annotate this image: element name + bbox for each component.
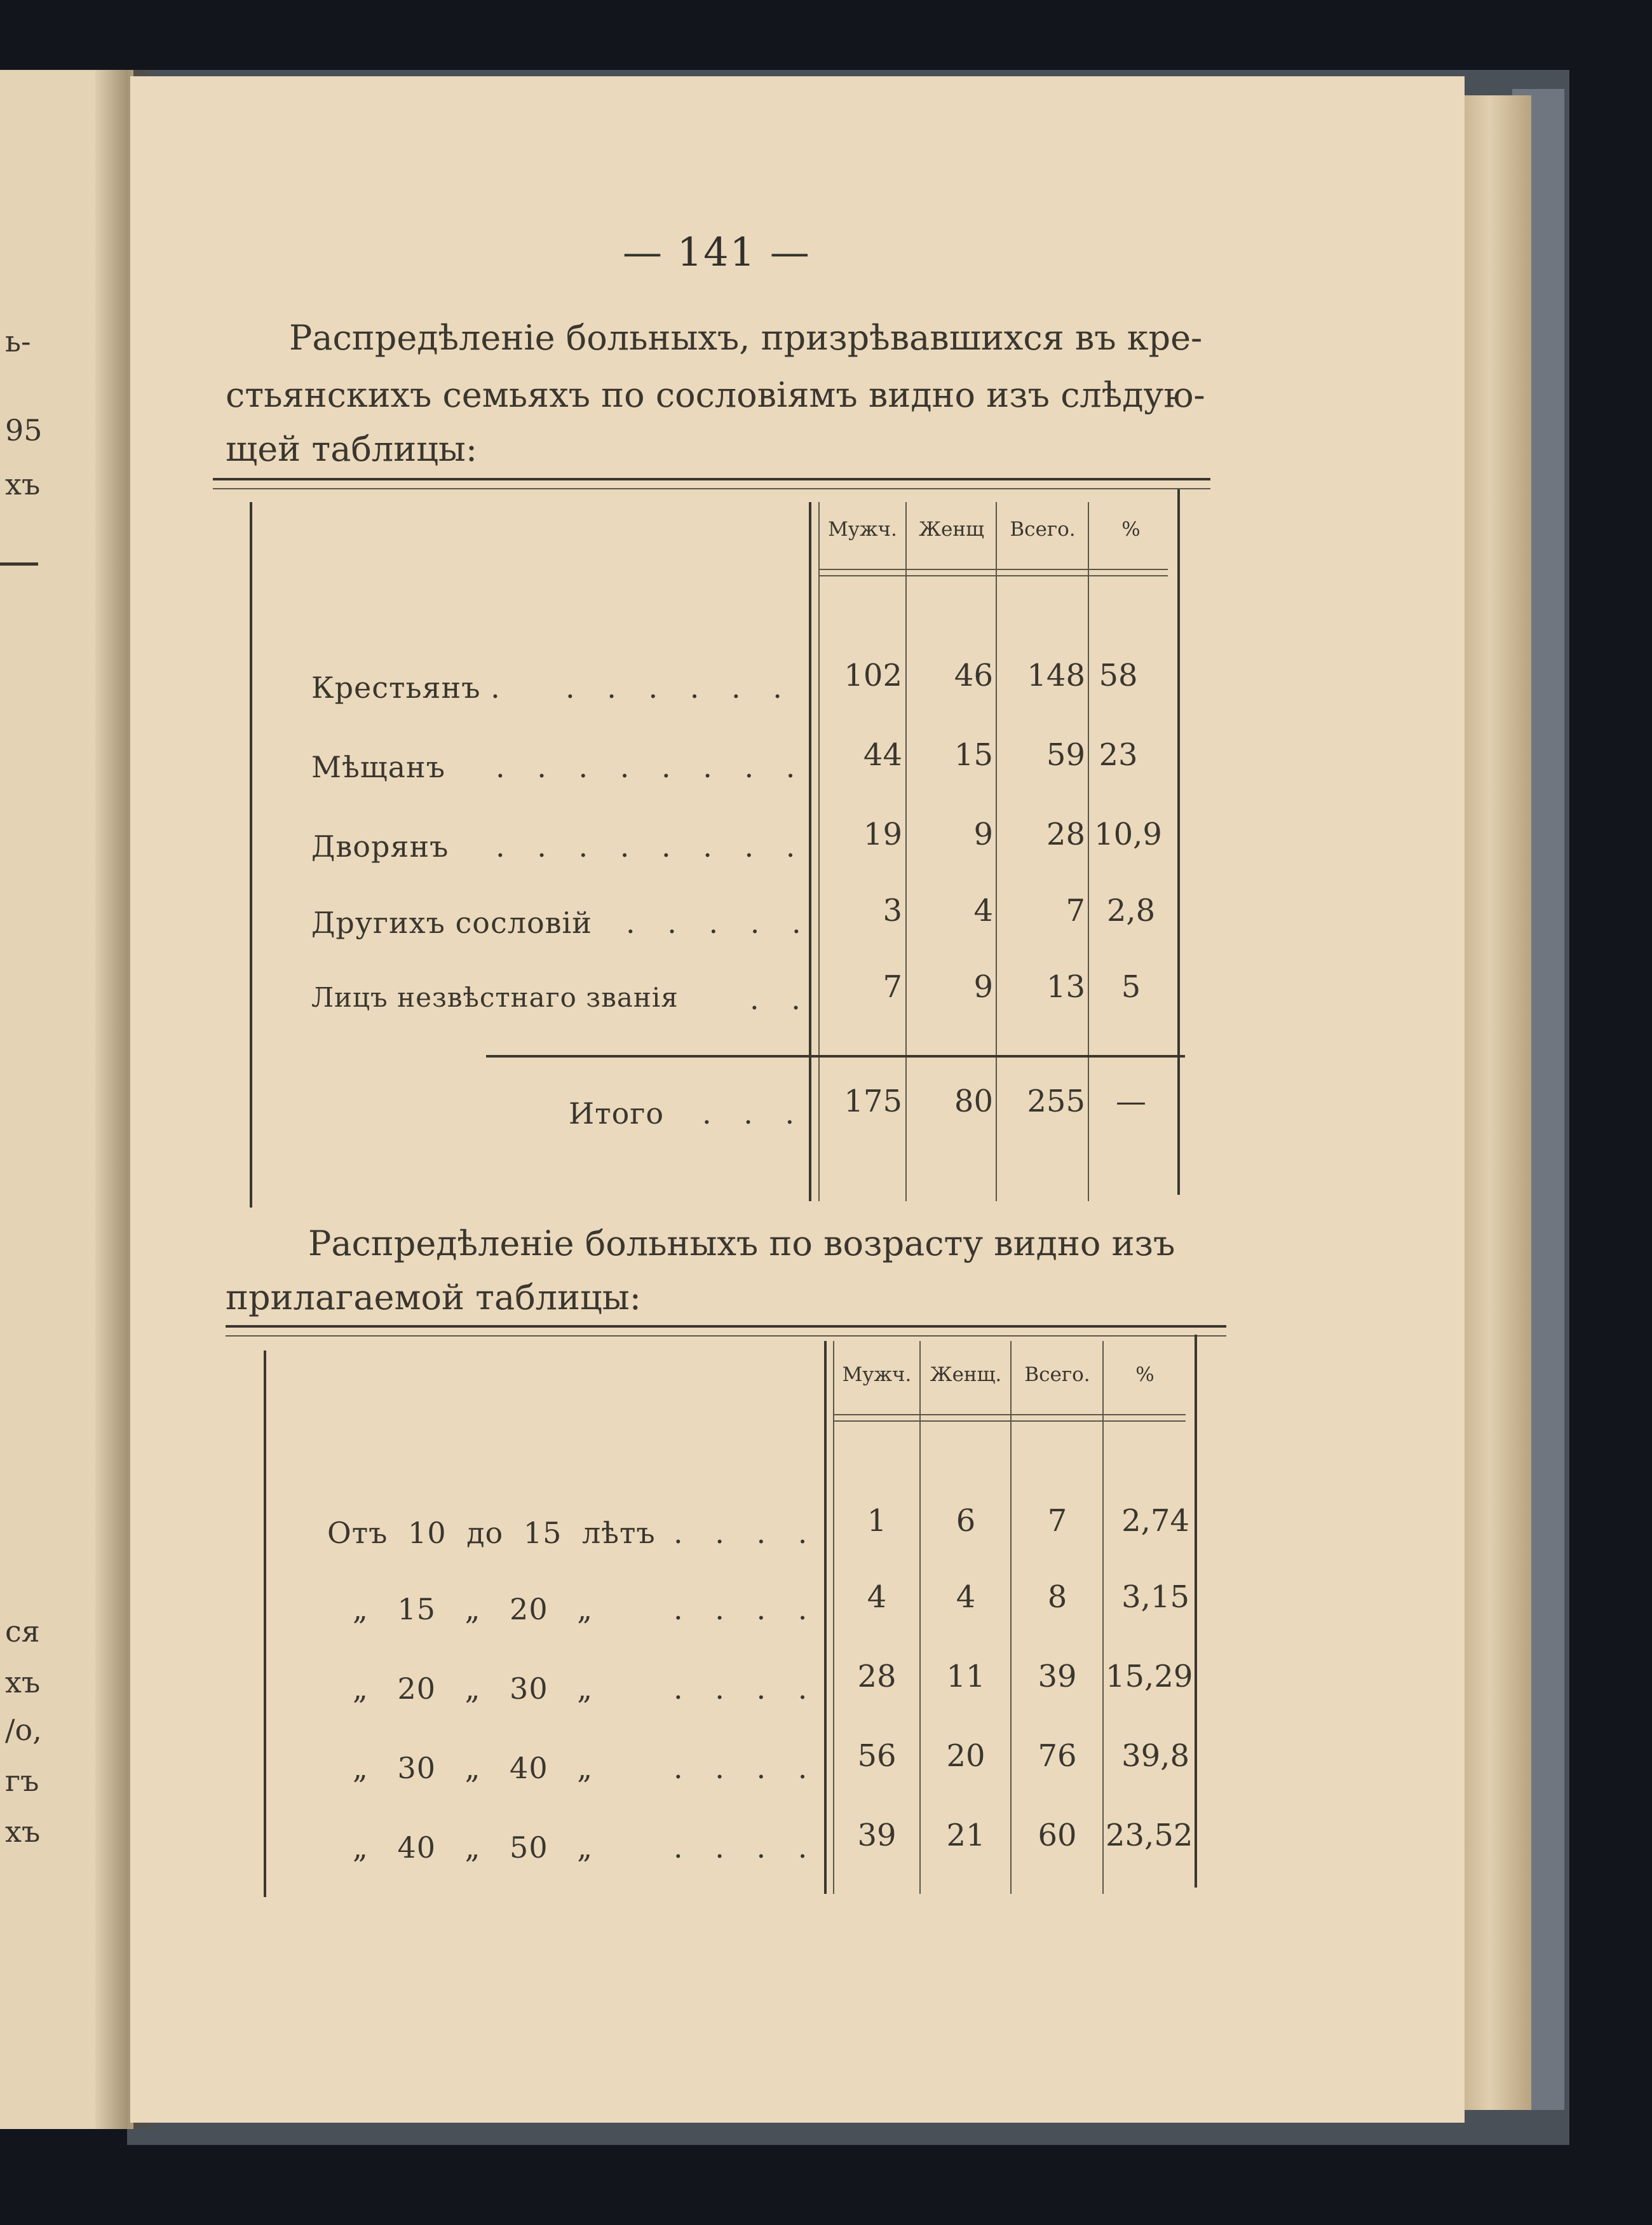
table1-total-women: 80 xyxy=(954,1084,993,1119)
table1-total-men: 175 xyxy=(844,1084,902,1119)
table2-row-dots: . . . . xyxy=(674,1830,819,1865)
table1-col-divider xyxy=(905,502,907,1201)
table1-row-dots: . . xyxy=(750,982,812,1016)
table2-cell-women: 4 xyxy=(956,1579,976,1615)
left-fragment: хъ xyxy=(5,1665,41,1699)
table1-cell-total: 28 xyxy=(1046,817,1085,852)
table1-col-divider xyxy=(809,502,811,1201)
table2-header-total: Всего. xyxy=(1024,1363,1090,1386)
table1-header-rule xyxy=(818,575,1168,576)
table2-header-women: Женщ. xyxy=(930,1363,1002,1386)
table1-cell-total: 13 xyxy=(1046,969,1085,1005)
paragraph2-line1: Распредѣленіе больныхъ по возрасту видно изъ xyxy=(308,1223,1175,1263)
table1-header-rule xyxy=(818,569,1168,570)
table2-cell-percent: 2,74 xyxy=(1121,1503,1189,1539)
table2-col-divider xyxy=(1102,1341,1104,1894)
table2-cell-men: 1 xyxy=(867,1503,887,1539)
paragraph1-line2: стьянскихъ семьяхъ по сословіямъ видно изъ слѣдую- xyxy=(226,375,1205,415)
table1-row-label: Мѣщанъ xyxy=(311,750,445,784)
table1-total-percent: — xyxy=(1116,1084,1146,1119)
table2-cell-men: 28 xyxy=(857,1659,897,1694)
table1-cell-men: 19 xyxy=(863,817,902,852)
table1-right-border xyxy=(1177,489,1180,1195)
table1-row-dots: . . . . . xyxy=(626,906,813,940)
left-fragment: ся xyxy=(5,1614,40,1649)
table1-row-label: Дворянъ xyxy=(311,829,449,864)
table1-cell-total: 59 xyxy=(1046,737,1085,773)
table2-row-label: „ 30 „ 40 „ xyxy=(353,1751,593,1785)
table1-header-women: Женщ xyxy=(919,518,984,541)
table1-row-label: Лицъ незвѣстнаго званія xyxy=(311,982,679,1013)
table1-header-men: Мужч. xyxy=(828,518,897,541)
left-fragment: ь- xyxy=(5,324,31,358)
table1-row-dots: . . . . . . . . xyxy=(496,750,807,784)
table1-cell-percent: 2,8 xyxy=(1106,893,1156,929)
table1-cell-total: 148 xyxy=(1027,658,1085,693)
table2-cell-total: 76 xyxy=(1038,1738,1077,1774)
page-stack-edge xyxy=(1461,95,1531,2110)
table2-cell-women: 21 xyxy=(946,1818,985,1853)
left-fragment: 95 xyxy=(5,413,43,447)
left-fragment: хъ xyxy=(5,467,41,501)
table1-left-border xyxy=(250,502,252,1208)
table1-cell-men: 7 xyxy=(883,969,902,1005)
table1-cell-percent: 58 xyxy=(1099,658,1138,693)
table2-cell-women: 20 xyxy=(946,1738,985,1774)
table1-total-total: 255 xyxy=(1027,1084,1085,1119)
table1-col-divider xyxy=(996,502,997,1201)
table2-col-divider xyxy=(919,1341,921,1894)
table2-cell-total: 39 xyxy=(1038,1659,1077,1694)
table1-header-total: Всего. xyxy=(1010,518,1076,541)
table2-cell-total: 8 xyxy=(1047,1579,1067,1615)
table1-cell-men: 44 xyxy=(863,737,902,773)
table1-cell-percent: 5 xyxy=(1121,969,1141,1005)
left-fragment: гъ xyxy=(5,1764,39,1798)
table2-top-rule xyxy=(226,1325,1226,1328)
table1-total-rule xyxy=(486,1055,1185,1058)
table2-col-divider-thin xyxy=(833,1341,834,1894)
table1-cell-women: 4 xyxy=(973,893,993,929)
table2-row-dots: . . . . xyxy=(674,1751,819,1785)
table2-row-dots: . . . . xyxy=(674,1592,819,1626)
table2-row-label: Отъ 10 до 15 лѣтъ xyxy=(327,1516,656,1550)
table1-cell-percent: 10,9 xyxy=(1094,817,1162,852)
table2-row-dots: . . . . xyxy=(674,1671,819,1706)
left-fragment: /о, xyxy=(5,1713,42,1747)
table2-cell-percent: 23,52 xyxy=(1106,1818,1193,1853)
table1-row-dots: . . . . . . . . xyxy=(496,829,807,864)
table1-cell-women: 9 xyxy=(973,817,993,852)
table2-header-rule xyxy=(833,1420,1186,1422)
table2-header-men: Мужч. xyxy=(842,1363,912,1386)
paragraph1-line1: Распредѣленіе больныхъ, призрѣвавшихся въ кре- xyxy=(289,318,1203,358)
table1-row-label: Крестьянъ . xyxy=(311,670,501,705)
table1-header-percent: % xyxy=(1121,518,1141,541)
table2-cell-total: 7 xyxy=(1047,1503,1067,1539)
paragraph2-line2: прилагаемой таблицы: xyxy=(226,1277,641,1317)
table2-row-dots: . . . . xyxy=(674,1516,819,1550)
table2-right-border xyxy=(1195,1335,1197,1888)
table1-cell-percent: 23 xyxy=(1099,737,1138,773)
table2-cell-percent: 15,29 xyxy=(1106,1659,1193,1694)
table1-row-dots: . . . . . . xyxy=(565,670,794,705)
table1-total-dots: . . . xyxy=(702,1096,806,1131)
table2-cell-women: 11 xyxy=(946,1659,985,1694)
table2-header-percent: % xyxy=(1135,1363,1154,1386)
left-fragment: хъ xyxy=(5,1814,41,1849)
table2-col-divider xyxy=(824,1341,827,1894)
table1-col-divider xyxy=(1088,502,1089,1201)
table2-cell-women: 6 xyxy=(956,1503,976,1539)
table2-header-rule xyxy=(833,1414,1186,1415)
table2-row-label: „ 40 „ 50 „ xyxy=(353,1830,593,1865)
table2-top-rule-thin xyxy=(226,1335,1226,1337)
table2-col-divider xyxy=(1010,1341,1012,1894)
table1-row-label: Другихъ сословій xyxy=(311,906,592,940)
table1-cell-women: 46 xyxy=(954,658,993,693)
table2-row-label: „ 20 „ 30 „ xyxy=(353,1671,593,1706)
table1-top-rule xyxy=(213,478,1210,480)
table1-cell-men: 3 xyxy=(883,893,902,929)
table2-cell-men: 56 xyxy=(857,1738,897,1774)
table2-cell-men: 4 xyxy=(867,1579,887,1615)
table1-cell-men: 102 xyxy=(844,658,902,693)
page-number: — 141 — xyxy=(623,229,811,275)
left-rule xyxy=(0,562,38,566)
table1-cell-total: 7 xyxy=(1066,893,1085,929)
table2-cell-total: 60 xyxy=(1038,1818,1077,1853)
table1-cell-women: 9 xyxy=(973,969,993,1005)
table1-total-label: Итого xyxy=(569,1096,665,1131)
paragraph1-line3: щей таблицы: xyxy=(226,429,478,469)
table2-cell-percent: 3,15 xyxy=(1121,1579,1189,1615)
table1-top-rule-thin xyxy=(213,488,1210,489)
table1-cell-women: 15 xyxy=(954,737,993,773)
table2-cell-men: 39 xyxy=(857,1818,897,1853)
table2-left-border xyxy=(264,1351,266,1897)
table2-cell-percent: 39,8 xyxy=(1121,1738,1189,1774)
table2-row-label: „ 15 „ 20 „ xyxy=(353,1592,593,1626)
